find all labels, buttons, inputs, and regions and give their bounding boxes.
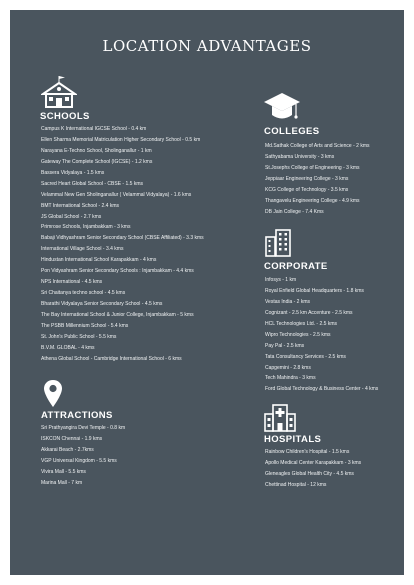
list-item: DB Jain College - 7.4 Kms bbox=[265, 208, 324, 215]
list-item: Narayana E-Techno School, Sholinganallur - 1 km bbox=[41, 147, 152, 154]
list-item: Bassera Vidyalaya - 1.5 kms bbox=[41, 169, 105, 176]
list-item: B.V.M. GLOBAL - 4 kms bbox=[41, 344, 95, 351]
schools-list bbox=[41, 124, 204, 365]
list-item: Babaji Vidhyashram Senior Secondary School (CBSE Affiliated) - 3.3 kms bbox=[41, 235, 204, 242]
list-item: BMT International School - 2.4 kms bbox=[41, 202, 119, 209]
list-item: Bharathi Vidyalaya Senior Secondary School - 4.5 kms bbox=[41, 301, 163, 307]
list-item: Hindustan International School Karapakkam - 4 kms bbox=[41, 257, 157, 264]
list-item: Royal Enfield Global Headquarters - 1.8 kms bbox=[265, 287, 364, 294]
colleges-heading: COLLEGES bbox=[264, 126, 320, 137]
list-item: Sathyabama University - 3 kms bbox=[265, 153, 335, 160]
list-item: Md.Sathak College of Arts and Science - 2 kms bbox=[265, 143, 370, 149]
list-item: Cognizant - 2.5 km Accenture - 2.5 kms bbox=[265, 309, 353, 316]
list-item: Rainbow Children's Hospital - 1.5 kms bbox=[265, 449, 350, 455]
list-item: Campus K International IGCSE School - 0.4 km bbox=[41, 126, 147, 132]
school-building-icon bbox=[41, 75, 77, 109]
list-item: Sacred Heart Global School - CBSE - 1.5 kms bbox=[41, 180, 143, 187]
list-item: Akkarai Beach - 2.7kms bbox=[41, 446, 94, 453]
list-item: Athena Global School - Cambridge International School - 6 kms bbox=[41, 355, 182, 362]
list-item: Wipro Technologies - 2.5 kms bbox=[265, 331, 331, 338]
list-item: Tech Mahindra - 3 kms bbox=[265, 375, 316, 382]
list-item: VGP Universal Kingdom - 5.5 kms bbox=[41, 457, 117, 464]
list-item: Vestas India - 2 kms bbox=[265, 298, 311, 305]
list-item: Pon Vidyashram Senior Secondary Schools : Injambakkam - 4.4 kms bbox=[41, 268, 194, 275]
list-item: St. John's Public School - 5.5 kms bbox=[41, 333, 117, 340]
map-pin-icon bbox=[43, 379, 63, 408]
location-advantages-page bbox=[10, 10, 404, 575]
list-item: Jeppiaar Engineering College - 3 kms bbox=[265, 175, 349, 182]
list-item: Capgemini - 2.8 kms bbox=[265, 364, 311, 371]
attractions-heading: ATTRACTIONS bbox=[41, 410, 113, 421]
hospitals-heading: HOSPITALS bbox=[264, 434, 322, 445]
list-item: St.Josephs College of Engineering - 3 kms bbox=[265, 164, 360, 171]
list-item: Tata Consultancy Services - 2.5 kms bbox=[265, 353, 346, 360]
list-item: Ford Global Technology & Business Center - 4 kms bbox=[265, 386, 379, 393]
list-item: Infosys - 1 km bbox=[265, 277, 297, 283]
list-item: The PSBB Millennium School - 5.4 kms bbox=[41, 322, 129, 329]
hospitals-list bbox=[265, 447, 361, 491]
colleges-list bbox=[265, 141, 370, 218]
office-buildings-icon bbox=[265, 229, 291, 257]
list-item: Vivira Mall - 5.5 kms bbox=[41, 468, 86, 475]
list-item: HCL Technologies Ltd. - 2.5 kms bbox=[265, 320, 337, 327]
list-item: Marina Mall - 7 km bbox=[41, 479, 83, 486]
list-item: Primrose Schools, Injambakkam - 3 kms bbox=[41, 224, 131, 231]
attractions-list bbox=[41, 423, 125, 489]
list-item: International Village School - 3.4 kms bbox=[41, 246, 124, 253]
list-item: Sri Chaitanya techno school - 4.5 kms bbox=[41, 290, 126, 297]
list-item: Sri Prathyangira Devi Temple - 0.8 km bbox=[41, 425, 126, 431]
list-item: Gateway The Complete School (IGCSE) - 1.2 kms bbox=[41, 158, 153, 165]
list-item: Chettinad Hospital - 12 kms bbox=[265, 481, 327, 488]
list-item: Gleneagles Global Health City - 4.5 kms bbox=[265, 470, 354, 477]
hospital-icon bbox=[264, 404, 296, 432]
list-item: ISKCON Chennai - 1.9 kms bbox=[41, 435, 103, 442]
corporate-list bbox=[265, 275, 378, 395]
list-item: Pay Pal - 2.5 kms bbox=[265, 342, 305, 349]
corporate-heading: CORPORATE bbox=[264, 261, 328, 272]
list-item: Velammal New Gen Sholinganallur ( Velammal Vidyalaya) - 1.6 kms bbox=[41, 191, 192, 198]
list-item: NPS International - 4.5 kms bbox=[41, 279, 103, 286]
list-item: The Bay International School & Junior College, Injambakkam - 5 kms bbox=[41, 311, 194, 318]
schools-heading: SCHOOLS bbox=[40, 111, 90, 122]
list-item: JS Global School - 2.7 kms bbox=[41, 213, 102, 220]
list-item: KCG College of Technology - 3.5 kms bbox=[265, 186, 349, 193]
list-item: Ellen Sharma Memorial Matriculation Higher Secondary School - 0.5 km bbox=[41, 136, 201, 143]
page-title: LOCATION ADVANTAGES bbox=[102, 37, 312, 55]
list-item: Thangavelu Engineering College - 4.9 kms bbox=[265, 197, 360, 204]
graduation-cap-icon bbox=[263, 91, 301, 125]
list-item: Apollo Medical Center Karapakkam - 3 kms bbox=[265, 459, 362, 466]
